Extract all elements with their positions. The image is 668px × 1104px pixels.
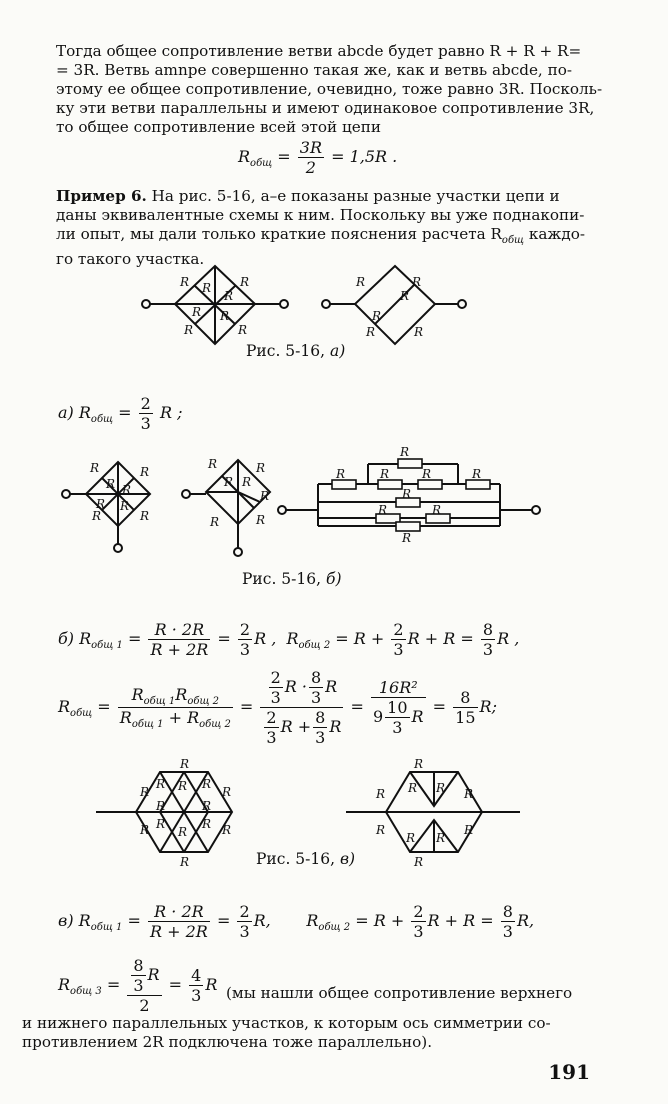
text-line: то общее сопротивление всей этой цепи <box>56 118 381 136</box>
text-line: противлением 2R подключена тоже параллельно). <box>22 1033 433 1051</box>
resistor-label: R <box>376 787 386 801</box>
formula-tail: R , <box>497 629 520 648</box>
resistor-label: R <box>140 509 150 523</box>
equals-sign: = <box>217 629 231 648</box>
resistor-label: R <box>414 757 424 771</box>
resistor-label: R <box>184 323 194 337</box>
fraction <box>148 620 210 659</box>
resistor-label: R <box>156 799 166 813</box>
text-line: и нижнего параллельных участков, к которым ось симметрии со- <box>22 1014 551 1032</box>
resistor <box>398 459 422 468</box>
numerator: 8 <box>315 708 326 727</box>
fraction <box>481 620 495 659</box>
numerator: 2 <box>266 708 277 727</box>
formula-subscript: общ 3 <box>70 986 102 997</box>
resistor-label: R <box>202 799 212 813</box>
denominator: R + 2R <box>149 922 208 941</box>
resistor-label: R <box>92 509 102 523</box>
denominator: 15 <box>455 708 476 727</box>
formula-mid: R + R = <box>407 629 474 648</box>
numerator: 8 <box>502 902 513 921</box>
numerator: 2 <box>393 620 404 639</box>
denominator: 3 <box>392 718 403 737</box>
figure-caption-b <box>242 570 342 588</box>
resistor-label: R <box>156 817 166 831</box>
numerator: 3R <box>299 138 323 157</box>
circuit-diagram-b <box>60 445 550 564</box>
numerator: 8 <box>133 956 144 975</box>
formula-result-c-line1: в) $R_{общ 1}$ = $\frac{R \cdot 2R}{R + 2R}$ = $\frac{2}{3}$ R, $R_{общ 2} = R$ + $\frac{2}{3}$ R + R = $\frac{8}{3}$ R, <box>58 902 535 941</box>
resistor-label: R <box>238 323 248 337</box>
resistor-label: R <box>422 467 432 481</box>
numerator: 10 <box>387 698 408 717</box>
resistor-label: R <box>414 855 424 869</box>
resistor-label: R <box>180 757 190 771</box>
resistor-label: R <box>202 777 212 791</box>
denominator: 9 <box>372 707 384 726</box>
resistor <box>332 480 356 489</box>
resistor-label: R <box>436 831 446 845</box>
formula-lhs: R <box>238 147 251 166</box>
formula-subscript: общ 1 <box>131 719 164 730</box>
text-line: (мы нашли общее сопротивление верхнего <box>226 984 573 1002</box>
numerator: 4 <box>191 966 202 985</box>
resistor-label: R <box>464 787 474 801</box>
resistor-label: R <box>402 487 412 501</box>
resistor-label: R <box>378 503 388 517</box>
resistor-label: R <box>336 467 346 481</box>
fraction <box>139 394 153 433</box>
resistor-label: R <box>380 467 390 481</box>
note-line-1 <box>226 984 596 1003</box>
resistor-label: R <box>222 785 232 799</box>
text-line: даны эквивалентные схемы к ним. Поскольку вы уже поднакопи- <box>56 206 585 224</box>
denominator: 3 <box>239 640 251 659</box>
denominator: 3 <box>502 922 513 941</box>
resistor-label: R <box>242 475 252 489</box>
numerator: R · 2R <box>148 620 210 640</box>
fraction <box>118 685 233 730</box>
formula-tail: R <box>411 707 424 726</box>
resistor-label: R <box>140 465 150 479</box>
formula-tail: R; <box>479 697 497 716</box>
text-line: каждо- <box>524 225 586 243</box>
text-line: На рис. 5-16, а–е показаны разные участки цепи и <box>146 187 560 205</box>
formula-lhs: R <box>58 697 71 716</box>
denominator: 3 <box>140 414 151 433</box>
fraction <box>260 668 343 747</box>
resistor-label: R <box>202 281 212 295</box>
formula-subscript: общ 2 <box>187 696 220 707</box>
formula-result-b-line2: $R_{общ}$ = $\frac{R_{общ 1}R_{общ 2}}{R_{общ 1} + R_{общ 2}}$ = $\frac{2}{3}$ R · $\frac{8}{3}$ R $\frac{2}{3}$ R + $\frac{8}{3}$ R = 16R² 9 $\frac{10}{3}$ R = $\frac{8}{15}$ R; <box>58 668 497 747</box>
fraction <box>237 902 251 941</box>
resistor-label: R <box>256 513 266 527</box>
resistor-label: R <box>120 499 130 513</box>
resistor <box>378 480 402 489</box>
formula-subscript: общ 2 <box>298 640 331 651</box>
caption-letter: в) <box>339 850 356 868</box>
resistor-label: R <box>366 325 376 339</box>
numerator: 2 <box>270 668 281 687</box>
resistor-label: R <box>240 275 250 289</box>
caption-text: Рис. 5-16, <box>242 570 326 588</box>
formula-lhs: R <box>79 629 92 648</box>
numerator: 2 <box>140 394 151 413</box>
numerator: R <box>175 685 188 704</box>
fraction <box>371 678 426 737</box>
denominator: 3 <box>393 640 404 659</box>
resistor-label: R <box>180 855 190 869</box>
numerator: 8 <box>482 620 494 639</box>
example-paragraph <box>56 187 596 269</box>
formula-tail: R <box>329 717 342 736</box>
formula-subscript: общ <box>250 158 273 169</box>
fraction <box>411 902 425 941</box>
caption-letter: а) <box>329 342 346 360</box>
resistor-label: R <box>140 785 150 799</box>
circuit-diagram-a <box>140 262 480 352</box>
resistor-label: R <box>220 309 230 323</box>
resistor-label: R <box>408 781 418 795</box>
denominator: 3 <box>133 976 144 995</box>
resistor-label: R <box>180 275 190 289</box>
numerator: 8 <box>310 668 322 687</box>
denominator: 3 <box>413 922 424 941</box>
numerator: 2 <box>239 620 251 639</box>
resistor-label: R <box>372 309 382 323</box>
fraction <box>189 966 203 1005</box>
numerator: R <box>131 685 144 704</box>
denominator: 3 <box>315 728 326 747</box>
denominator: 3 <box>191 986 202 1005</box>
numerator: 8 <box>453 688 477 708</box>
fraction <box>148 902 210 941</box>
resistor-label: R <box>224 475 234 489</box>
formula-label: а) <box>58 403 74 422</box>
resistor-label: R <box>472 467 482 481</box>
formula-tail: R <box>325 677 338 696</box>
formula-subscript: общ 1 <box>90 922 123 933</box>
resistor-label: R <box>208 457 218 471</box>
formula-subscript: общ 1 <box>91 640 123 651</box>
resistor-label: R <box>402 531 412 545</box>
resistor-label: R <box>90 461 100 475</box>
resistor-label: R <box>432 503 442 517</box>
denominator: 3 <box>239 922 250 941</box>
example-label: Пример 6. <box>56 187 147 205</box>
denominator: R <box>119 708 132 727</box>
denominator: 2 <box>139 996 150 1015</box>
formula-result-a: а) $R_{общ}$ = $\frac{2}{3}$ R ; <box>58 394 183 433</box>
denominator: 3 <box>266 728 277 747</box>
formula-subscript: общ 1 <box>143 696 176 707</box>
denominator: + R <box>163 708 200 727</box>
denominator: 3 <box>310 688 322 707</box>
formula-lhs: R <box>78 403 91 422</box>
resistor-label: R <box>122 483 132 497</box>
caption-text: Рис. 5-16, <box>246 342 330 360</box>
resistor-label: R <box>464 823 474 837</box>
resistor-label: R <box>222 823 232 837</box>
fraction <box>127 956 161 1015</box>
formula-tail: R <box>147 965 160 984</box>
formula-lhs: R <box>78 911 91 930</box>
resistor-label: R <box>156 777 166 791</box>
resistor-label: R <box>356 275 366 289</box>
figure-caption-c <box>256 850 355 868</box>
fraction <box>501 902 515 941</box>
formula-tail: R <box>205 975 218 994</box>
intro-paragraph <box>56 42 603 137</box>
denominator: 3 <box>482 640 494 659</box>
text-line: этому ее общее сопротивление, очевидно, тоже равно 3R. Посколь- <box>56 80 603 98</box>
resistor <box>396 522 420 531</box>
denominator: 3 <box>270 688 281 707</box>
resistor-label: R <box>400 445 410 459</box>
formula-mid: R · <box>284 677 307 696</box>
formula-total-resistance: $R_{общ}$ = $\frac{3R}{2}$ = 1,5R . <box>238 138 398 177</box>
resistor-label: R <box>436 781 446 795</box>
text-line: = 3R. Ветвь amnpe совершенно такая же, как и ветвь abcde, по- <box>56 61 572 79</box>
formula-rhs: = 1,5R . <box>331 147 398 166</box>
formula-tail: R, <box>253 911 271 930</box>
subscript: общ <box>501 235 525 246</box>
resistor-label: R <box>106 477 116 491</box>
resistor-label: R <box>414 325 424 339</box>
resistor-label: R <box>412 275 422 289</box>
formula-result-b-line1: б) $R_{общ 1}$ = $\frac{R \cdot 2R}{R + 2R}$ = $\frac{2}{3}$ R , $R_{общ 2} = R$ + $\frac{2}{3}$ R + R = $\frac{8}{3}$ R , <box>58 620 520 659</box>
formula-subscript: общ <box>90 414 114 425</box>
text-line: ли опыт, мы дали только краткие пояснения расчета R <box>56 225 502 243</box>
formula-mid: R + <box>280 717 312 736</box>
resistor-label: R <box>256 461 266 475</box>
figure-caption-a <box>246 342 345 360</box>
fraction <box>391 620 405 659</box>
formula-mid: = R + <box>335 629 385 648</box>
resistor <box>418 480 442 489</box>
note-paragraph <box>22 1014 596 1052</box>
formula-mid: R + R = <box>427 911 494 930</box>
formula-subscript: общ 2 <box>318 922 351 933</box>
resistor-label: R <box>192 305 202 319</box>
text-line: го такого участка. <box>56 250 205 268</box>
formula-lhs: R <box>306 911 319 930</box>
formula-tail: R ; <box>159 403 183 422</box>
resistor-label: R <box>178 825 188 839</box>
resistor-label: R <box>376 823 386 837</box>
numerator: R · 2R <box>148 902 210 922</box>
numerator: 2 <box>239 902 250 921</box>
formula-label: б) <box>58 629 75 648</box>
resistor-label: R <box>96 497 106 511</box>
denominator: 2 <box>305 158 316 177</box>
formula-subscript: общ 2 <box>199 719 231 730</box>
formula-mid: = R + <box>355 911 405 930</box>
formula-subscript: общ <box>70 708 93 719</box>
formula-label: в) <box>58 911 74 930</box>
fraction <box>298 138 324 177</box>
resistor-label: R <box>202 817 212 831</box>
formula-result-c-line2: $R_{общ 3}$ = $\frac{8}{3}$ R 2 = $\frac{4}{3}$ R <box>58 956 218 1015</box>
resistor-label: R <box>178 779 188 793</box>
denominator: R + 2R <box>150 640 209 659</box>
caption-text: Рис. 5-16, <box>256 850 340 868</box>
formula-lhs: R <box>58 975 71 994</box>
resistor-label: R <box>406 831 416 845</box>
formula-tail: R, <box>516 911 535 930</box>
resistor <box>466 480 490 489</box>
page-number: 191 <box>548 1060 590 1084</box>
resistor-label: R <box>210 515 220 529</box>
fraction <box>453 688 477 727</box>
text-line: Тогда общее сопротивление ветви abcde будет равно R + R + R= <box>56 42 582 60</box>
fraction <box>238 620 252 659</box>
numerator: 16R² <box>371 678 426 698</box>
resistor-label: R <box>224 289 234 303</box>
caption-letter: б) <box>325 570 342 588</box>
formula-lhs: R <box>286 629 299 648</box>
resistor-label: R <box>260 489 270 503</box>
numerator: 2 <box>413 902 424 921</box>
formula-tail: R , <box>254 629 277 648</box>
resistor-label: R <box>400 289 410 303</box>
text-line: ку эти ветви параллельны и имеют одинаковое сопротивление 3R, <box>56 99 595 117</box>
resistor-label: R <box>140 823 150 837</box>
